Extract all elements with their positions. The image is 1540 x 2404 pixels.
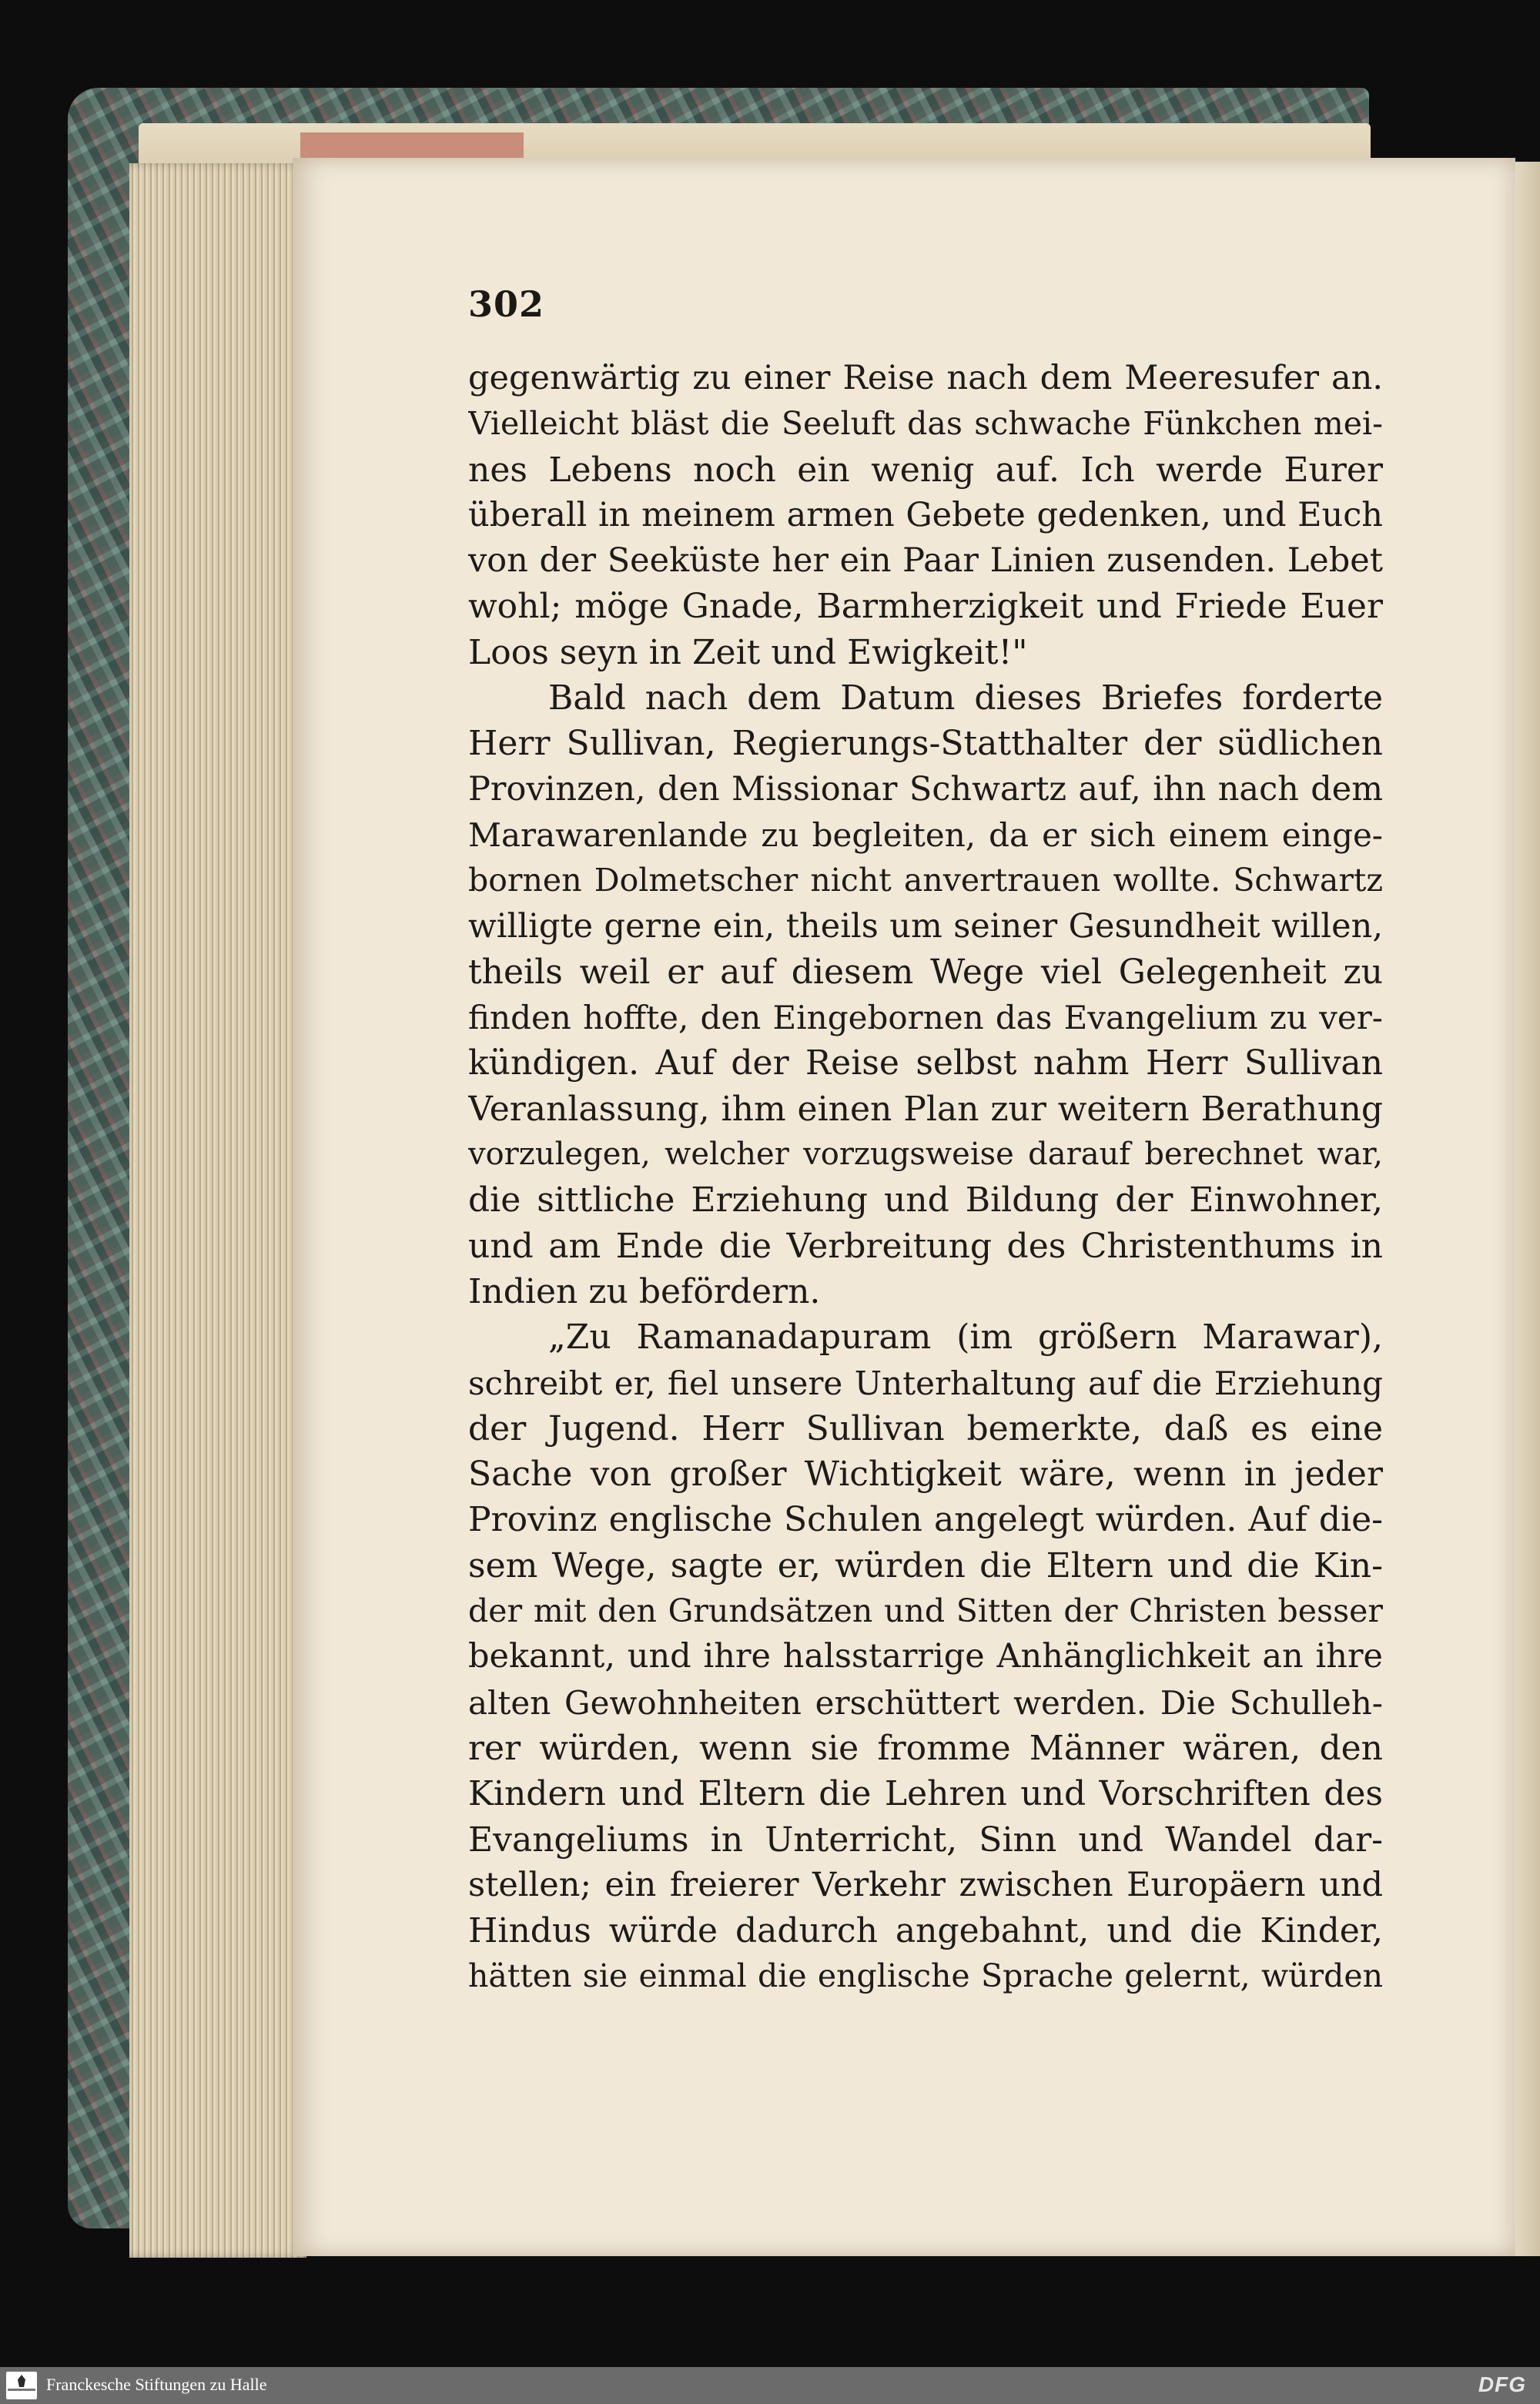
text-line: bornen Dolmetscher nicht anvertrauen wollte. Schwartz: [468, 862, 1383, 899]
text-line: Indien zu befördern.: [468, 1271, 821, 1311]
text-line: die sittliche Erziehung und Bildung der Einwohner,: [468, 1180, 1383, 1220]
text-line: und am Ende die Verbreitung des Christenthums in: [468, 1226, 1383, 1266]
institution-logo-icon: [6, 2372, 37, 2399]
bookmark-ribbon: [300, 132, 524, 159]
text-line: bekannt, und ihre halsstarrige Anhänglichkeit an ihre: [468, 1637, 1383, 1676]
text-line: Vielleicht bläst die Seeluft das schwache Fünkchen mei-: [468, 405, 1383, 443]
paragraph-start-line: „Zu Ramanadapuram (im größern Marawar),: [548, 1318, 1383, 1358]
text-line: Provinzen, den Missionar Schwartz auf, ihn nach dem: [468, 769, 1383, 809]
text-line: rer würden, wenn sie fromme Männer wären, den: [468, 1728, 1383, 1768]
text-line: sem Wege, sagte er, würden die Eltern und die Kin-: [468, 1545, 1383, 1585]
text-line: Veranlassung, ihm einen Plan zur weitern Berathung: [468, 1089, 1383, 1129]
page-number: 302: [468, 283, 545, 325]
text-line: der mit den Grundsätzen und Sitten der Christen besser: [468, 1592, 1383, 1630]
text-line: vorzulegen, welcher vorzugsweise darauf berechnet war,: [468, 1137, 1383, 1173]
paragraph-start-line: Bald nach dem Datum dieses Briefes forderte: [548, 678, 1383, 718]
text-line: Provinz englische Schulen angelegt würden. Auf die-: [468, 1500, 1383, 1540]
dfg-logo: DFG: [1478, 2372, 1526, 2396]
text-line: stellen; ein freierer Verkehr zwischen Europäern und: [468, 1865, 1383, 1904]
text-line: Kindern und Eltern die Lehren und Vorschriften des: [468, 1774, 1383, 1814]
text-line: Marawarenlande zu begleiten, da er sich einem einge-: [468, 815, 1383, 854]
text-line: willigte gerne ein, theils um seiner Gesundheit willen,: [468, 906, 1383, 946]
text-line: Hindus würde dadurch angebahnt, und die Kinder,: [468, 1911, 1383, 1951]
text-line: alten Gewohnheiten erschüttert werden. Die Schulleh-: [468, 1683, 1383, 1722]
institution-label: Franckesche Stiftungen zu Halle: [46, 2375, 267, 2394]
text-line: von der Seeküste her ein Paar Linien zusenden. Lebet: [468, 541, 1383, 581]
text-line: überall in meinem armen Gebete gedenken, und Euch: [468, 495, 1383, 534]
text-line: wohl; möge Gnade, Barmherzigkeit und Friede Euer: [468, 587, 1383, 627]
text-line: gegenwärtig zu einer Reise nach dem Meeresufer an.: [468, 359, 1383, 397]
text-line: hätten sie einmal die englische Sprache gelernt, würden: [468, 1957, 1383, 1995]
text-line: kündigen. Auf der Reise selbst nahm Herr Sullivan: [468, 1043, 1383, 1083]
text-line: theils weil er auf diesem Wege viel Gelegenheit zu: [468, 952, 1383, 992]
text-line: finden hoffte, den Eingebornen das Evangelium zu ver-: [468, 999, 1383, 1037]
text-line: Loos seyn in Zeit und Ewigkeit!": [468, 632, 1028, 672]
text-line: Evangeliums in Unterricht, Sinn und Wandel dar-: [468, 1820, 1383, 1860]
page-edges: [129, 163, 306, 2258]
text-line: der Jugend. Herr Sullivan bemerkte, daß es eine: [468, 1408, 1383, 1448]
page-text: [468, 356, 1383, 2000]
text-line: nes Lebens noch ein wenig auf. Ich werde Eurer: [468, 450, 1383, 490]
footer-bar: [0, 2367, 1540, 2404]
text-line: Herr Sullivan, Regierungs-Statthalter der südlichen: [468, 724, 1383, 764]
text-line: schreibt er, fiel unsere Unterhaltung auf die Erziehung: [468, 1364, 1383, 1402]
text-line: Sache von großer Wichtigkeit wäre, wenn in jeder: [468, 1455, 1383, 1495]
